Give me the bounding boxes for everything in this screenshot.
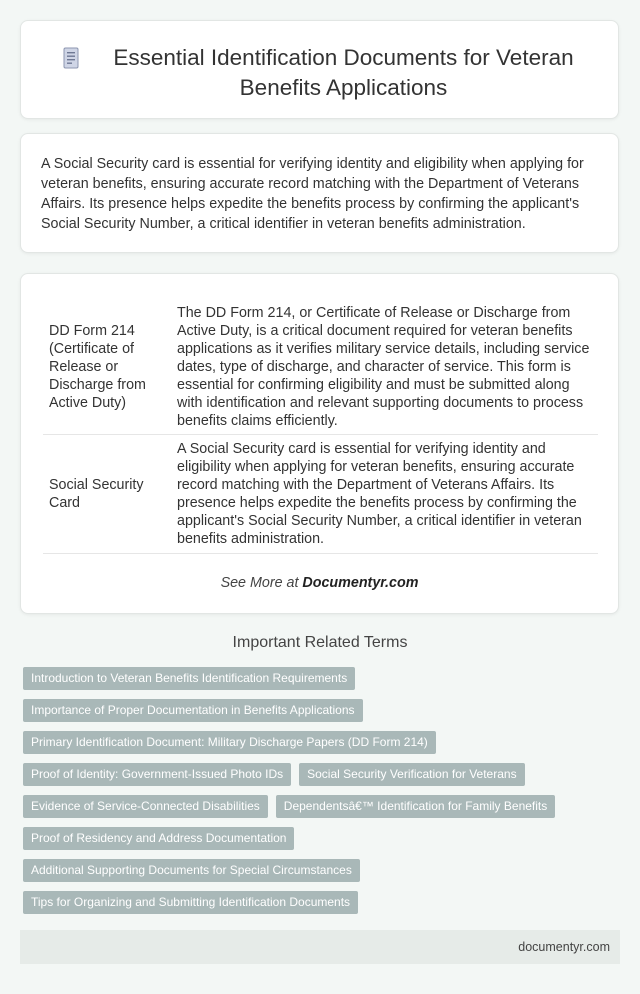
tag-row [23,795,583,827]
related-term-tag[interactable]: Tips for Organizing and Submitting Identification Documents [23,891,358,914]
table-row [43,435,598,554]
document-description: A Social Security card is essential for verifying identity and eligibility when applying for veteran benefits, ensuring accurate record matching with the Department of Veterans Affairs. Its presence helps expedite the benefits process by confirming the applicant's Social Security Number, a critical identifier in veteran benefits administration. [169,435,598,554]
tag-row [23,731,583,763]
footer-site[interactable]: documentyr.com [518,940,610,954]
documents-card [20,273,619,614]
related-term-tag[interactable]: Importance of Proper Documentation in Benefits Applications [23,699,363,722]
page-title: Essential Identification Documents for Veteran Benefits Applications [113,45,574,100]
footer [20,930,620,964]
tag-row [23,699,583,731]
tag-row [23,859,583,891]
related-term-tag[interactable]: Social Security Verification for Veterans [299,763,524,786]
header-card [20,20,619,119]
document-description: The DD Form 214, or Certificate of Release or Discharge from Active Duty, is a critical document required for veteran benefits applications as it verifies military service details, including service dates, type of discharge, and character of service. This form is essential for confirming eligibility and must be submitted along with identification and relevant supporting documents to process benefits claims efficiently. [169,300,598,435]
related-term-tag[interactable]: Evidence of Service-Connected Disabilities [23,795,268,818]
tag-row [23,891,583,923]
summary-card [20,133,619,253]
see-more-link[interactable] [21,575,618,591]
related-terms-heading: Important Related Terms [232,634,408,651]
title-wrap [61,43,602,103]
related-terms-list [23,667,583,923]
related-term-tag[interactable]: Primary Identification Document: Military Discharge Papers (DD Form 214) [23,731,436,754]
documents-table [43,300,598,554]
related-term-tag[interactable]: Dependentsâ€™ Identification for Family Benefits [276,795,555,818]
tag-row [23,827,583,859]
table-row [43,300,598,435]
related-term-tag[interactable]: Proof of Identity: Government-Issued Photo IDs [23,763,291,786]
see-more-site[interactable]: Documentyr.com [302,575,419,591]
related-term-tag[interactable]: Introduction to Veteran Benefits Identification Requirements [23,667,355,690]
tag-row [23,763,583,795]
tag-row [23,667,583,699]
related-term-tag[interactable]: Additional Supporting Documents for Special Circumstances [23,859,360,882]
related-term-tag[interactable]: Proof of Residency and Address Documentation [23,827,294,850]
summary-text: A Social Security card is essential for verifying identity and eligibility when applying for veteran benefits, ensuring accurate record matching with the Department of Veterans Affairs. Its presence helps expedite the benefits process by confirming the applicant's Social Security Number, a critical identifier in veteran benefits administration. [41,156,584,232]
document-icon [61,43,101,71]
document-name: DD Form 214 (Certificate of Release or Discharge from Active Duty) [43,300,169,435]
see-more-prefix: See More at [220,575,303,591]
document-name: Social Security Card [43,435,169,554]
